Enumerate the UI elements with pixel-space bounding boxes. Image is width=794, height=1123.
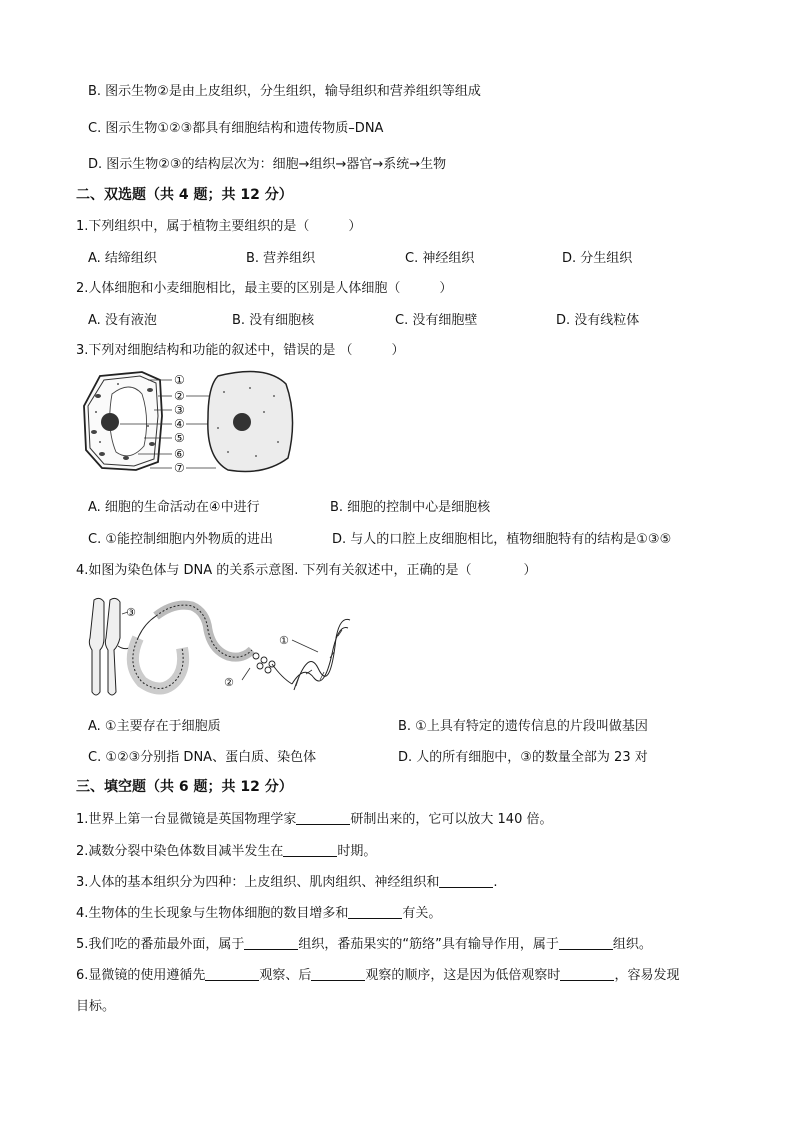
option-b-prev: B. 图示生物②是由上皮组织，分生组织，输导组织和营养组织等组成 <box>88 84 481 99</box>
section-title-fill-blank: 三、填空题（共 6 题；共 12 分） <box>76 779 293 795</box>
q2-option-a: A. 没有液泡 <box>88 313 157 328</box>
q4-stem: 4.如图为染色体与 DNA 的关系示意图. 下列有关叙述中，正确的是（ ） <box>76 563 537 578</box>
blank-q6-1[interactable] <box>205 967 259 981</box>
fill-q2: 2.减数分裂中染色体数目减半发生在 时期。 <box>76 844 377 859</box>
q4-option-a: A. ①主要存在于细胞质 <box>88 719 221 734</box>
label-2: ② <box>174 389 185 403</box>
q3-option-c: C. ①能控制细胞内外物质的进出 <box>88 532 273 547</box>
animal-cell-drawing <box>208 372 293 472</box>
blank-q1[interactable] <box>296 811 350 825</box>
q3-option-d: D. 与人的口腔上皮细胞相比，植物细胞特有的结构是①③⑤ <box>332 532 672 547</box>
fill-q1: 1.世界上第一台显微镜是英国物理学家 研制出来的，它可以放大 140 倍。 <box>76 812 553 827</box>
blank-q6-3[interactable] <box>560 967 614 981</box>
fill-q3: 3.人体的基本组织分为四种：上皮组织、肌肉组织、神经组织和 . <box>76 875 498 890</box>
q4-option-d: D. 人的所有细胞中，③的数量全部为 23 对 <box>398 750 648 765</box>
plant-cell-drawing <box>84 372 162 470</box>
q3-option-b: B. 细胞的控制中心是细胞核 <box>330 500 491 515</box>
q1-option-c: C. 神经组织 <box>405 251 475 266</box>
q3-option-a: A. 细胞的生命活动在④中进行 <box>88 500 260 515</box>
fill-q4: 4.生物体的生长现象与生物体细胞的数目增多和 有关。 <box>76 906 442 921</box>
label-3: ③ <box>174 403 185 417</box>
blank-q4[interactable] <box>348 905 402 919</box>
dna-label-3: ③ <box>126 606 136 619</box>
q2-option-c: C. 没有细胞壁 <box>395 313 478 328</box>
fill-q6: 6.显微镜的使用遵循先 观察、后 观察的顺序，这是因为低倍观察时 ，容易发现 <box>76 968 680 983</box>
dna-label-1: ① <box>279 634 289 647</box>
dna-label-2: ② <box>224 676 234 689</box>
option-d-prev: D. 图示生物②③的结构层次为：细胞→组织→器官→系统→生物 <box>88 157 447 172</box>
section-title-double-choice: 二、双选题（共 4 题；共 12 分） <box>76 187 293 203</box>
q1-option-d: D. 分生组织 <box>562 251 633 266</box>
blank-q6-2[interactable] <box>311 967 365 981</box>
chromosome-drawing <box>89 598 120 695</box>
label-6: ⑥ <box>174 447 185 461</box>
q1-option-b: B. 营养组织 <box>246 251 316 266</box>
blank-q5-2[interactable] <box>559 936 613 950</box>
cell-structure-figure <box>78 366 308 478</box>
q2-option-b: B. 没有细胞核 <box>232 313 315 328</box>
option-c-prev: C. 图示生物①②③都具有细胞结构和遗传物质–DNA <box>88 121 384 136</box>
q1-option-a: A. 结缔组织 <box>88 251 157 266</box>
fill-q6-continued: 目标。 <box>76 999 116 1014</box>
q2-stem: 2.人体细胞和小麦细胞相比，最主要的区别是人体细胞（ ） <box>76 281 453 296</box>
label-7: ⑦ <box>174 461 185 475</box>
q2-option-d: D. 没有线粒体 <box>556 313 640 328</box>
blank-q5-1[interactable] <box>244 936 298 950</box>
q4-option-b: B. ①上具有特定的遗传信息的片段叫做基因 <box>398 719 648 734</box>
fill-q5: 5.我们吃的番茄最外面，属于 组织，番茄果实的“筋络”具有输导作用，属于 组织。 <box>76 937 652 952</box>
label-5: ⑤ <box>174 431 185 445</box>
label-1: ① <box>174 373 185 387</box>
label-4: ④ <box>174 417 185 431</box>
q4-option-c: C. ①②③分别指 DNA、蛋白质、染色体 <box>88 750 317 765</box>
chromosome-dna-figure <box>82 594 354 700</box>
blank-q2[interactable] <box>283 843 337 857</box>
q1-stem: 1.下列组织中，属于植物主要组织的是（ ） <box>76 219 362 234</box>
q3-stem: 3.下列对细胞结构和功能的叙述中，错误的是 （ ） <box>76 343 405 358</box>
blank-q3[interactable] <box>439 874 493 888</box>
